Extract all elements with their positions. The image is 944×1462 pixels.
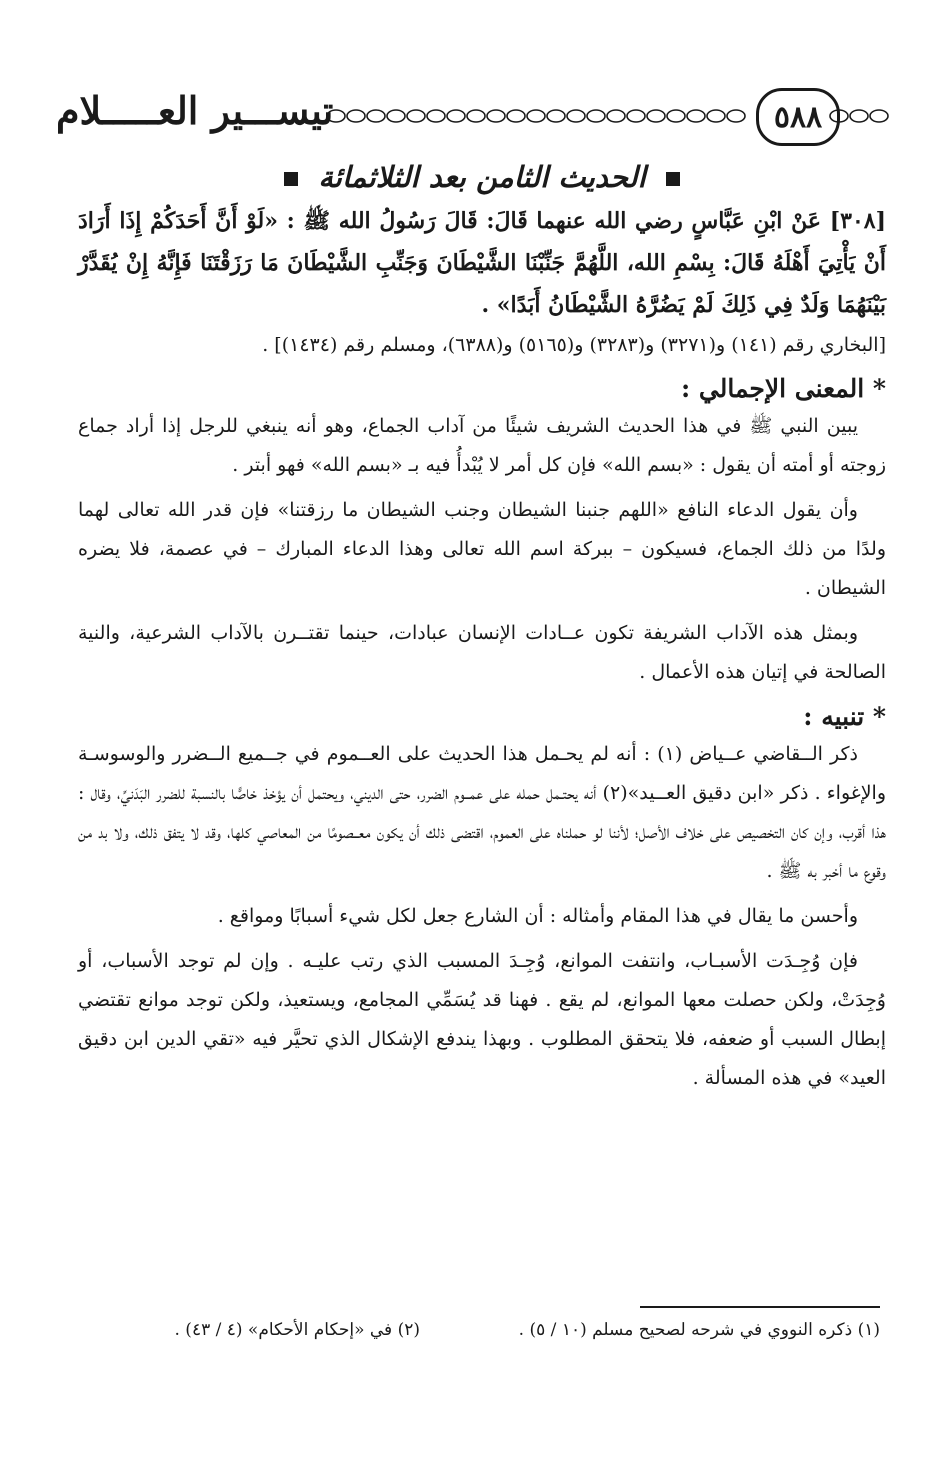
paragraph: فإن وُجِـدَت الأسبـاب، وانتفت الموانع، وُجِـدَ المسبب الذي رتب عليـه . وإن لم توجد الأسباب، أو وُجِدَتْ، ولكن حصلت معها الموانع، لم يقع . فهنا قد يُسَمِّي المجامع، ويستعيذ، ولكن توجد موانع تقتضي إبطال السبب أو ضعفه، فلا يتحقق المطلوب . وبهذا يندفع الإشكال الذي تحيَّر فيه «تقي الدين ابن دقيق العيد» في هذه المسألة . <box>78 950 886 1089</box>
hadith-text: [٣٠٨] عَنْ ابْنِ عَبَّاسٍ رضي الله عنهما قَالَ: قَالَ رَسُولُ الله ﷺ : «لَوْ أَنَّ أَحَدَكُمْ إِذَا أَرَادَ أَنْ يَأْتِيَ أَهْلَهُ قَالَ: بِسْمِ الله، اللَّهُمَّ جَنِّبْنَا الشَّيْطَانَ وَجَنِّبِ الشَّيْطَانَ مَا رَزَقْتَنَا فَإِنَّهُ إِنْ يُقَدَّرْ بَيْنَهُمَا وَلَدٌ فِي ذَلِكَ لَمْ يَضُرَّهُ الشَّيْطَانُ أَبَدًا» . <box>78 208 886 318</box>
section-heading-general-meaning: * المعنى الإجمالي : <box>680 374 886 403</box>
paragraph: وبمثل هذه الآداب الشريفة تكون عــادات الإنسان عبادات، حينما تقتــرن بالآداب الشرعية، والنية الصالحة في إتيان هذه الأعمال . <box>78 622 886 683</box>
hadith-reference: [البخاري رقم (١٤١) و(٣٢٧١) و(٣٢٨٣) و(٥١٦٥) و(٦٣٨٨)، ومسلم رقم (١٤٣٤)] . <box>262 334 886 356</box>
paragraph: يبين النبي ﷺ في هذا الحديث الشريف شيئًا من آداب الجماع، وهو أنه ينبغي للرجل إذا أراد جماع زوجته أو أمته أن يقول : «بسم الله» فإن كل أمر لا يُبْدأُ فيه بـ «بسم الله» فهو أبتر . <box>78 415 886 476</box>
footnote-1: (١) ذكره النووي في شرحه لصحيح مسلم (١٠ / ٥) . <box>518 1320 880 1340</box>
paragraph: وأحسن ما يقال في هذا المقام وأمثاله : أن الشارع جعل لكل شيء أسبابًا ومواقع . <box>217 905 858 927</box>
book-title: تيســـير العـــــلام <box>56 88 334 133</box>
page-number-badge <box>756 88 840 146</box>
page-content <box>78 160 886 1104</box>
paragraph: ذكر الــقاضي عــياض (١) : أنه لم يحـمل هذا الحديث على العــموم في جــميع الــضرر والوسوسـة والإغواء . ذكر «ابن دقيق العــيد»(٢) أنه يحتـمل حمله على عمــوم الضرر، حتى الديني، ويحتمل أن يؤخذ خاصًّا بالنسبة للضرر البَدَنيِّ، وقال : هذا أقرب، وإن كان التخصيص على خلاف الأصل؛ لأننا لو حملناه على العموم، اقتضى ذلك أن يكون معــصومًا من المعاصي كلها، وقد لا يتفق ذلك، ولا بد من وقوع ما أخبر به ﷺ . <box>78 743 886 882</box>
square-bullet-icon <box>666 172 680 186</box>
decorative-chain-ornament-right <box>829 108 889 124</box>
footnote-separator <box>640 1306 880 1308</box>
decorative-chain-ornament <box>326 108 746 124</box>
hadith-title-text: الحديث الثامن بعد الثلاثمائة <box>318 160 646 194</box>
section-heading-note: * تنبيه : <box>803 702 886 731</box>
page-header <box>56 86 888 142</box>
page-number: ٥٨٨ <box>773 99 823 135</box>
footnote-2: (٢) في «إحكام الأحكام» (٤ / ٤٣) . <box>174 1320 420 1340</box>
hadith-title <box>78 160 886 194</box>
square-bullet-icon <box>284 172 298 186</box>
paragraph: وأن يقول الدعاء النافع «اللهم جنبنا الشيطان وجنب الشيطان ما رزقتنا» فإن قدر الله تعالى لهما ولدًا من ذلك الجماع، فسيكون – ببركة اسم الله تعالى وهذا الدعاء المبارك – في عصمة، فلا يضره الشيطان . <box>78 499 886 599</box>
